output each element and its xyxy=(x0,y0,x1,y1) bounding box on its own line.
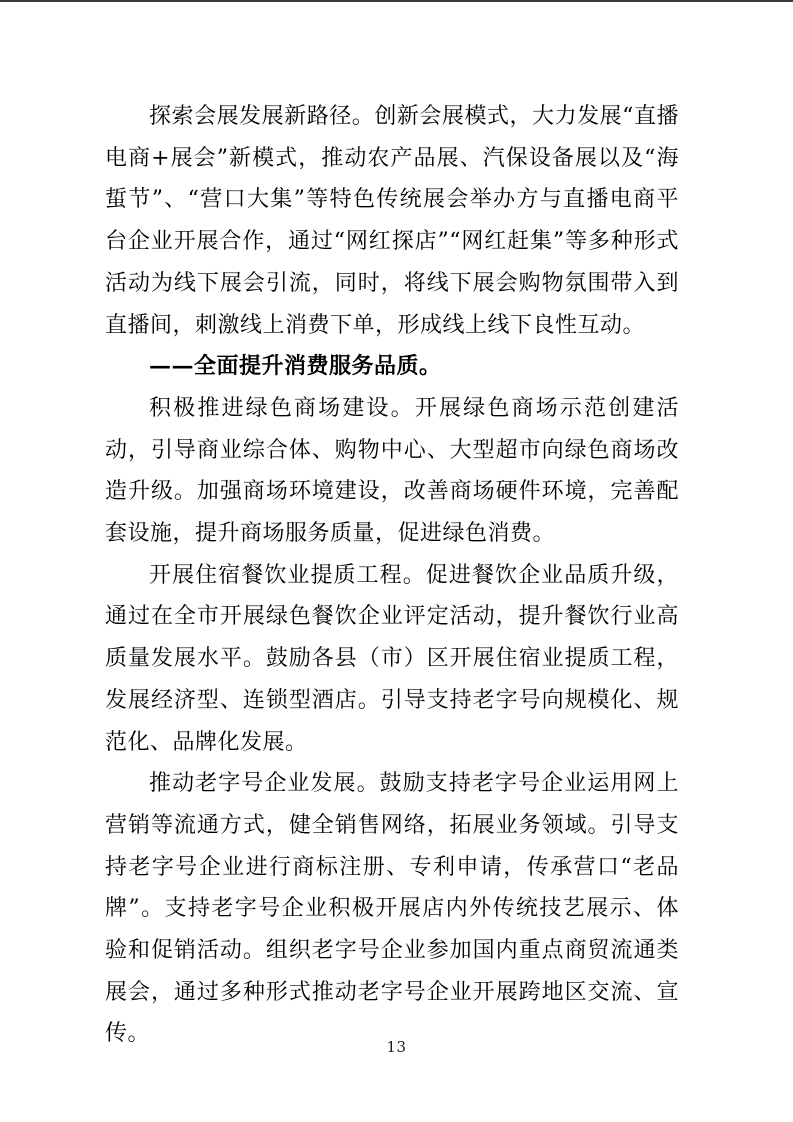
page-number: 13 xyxy=(386,1038,407,1056)
page-content xyxy=(105,96,679,1055)
paragraph-lodging-catering-upgrade: 开展住宿餐饮业提质工程。促进餐饮企业品质升级，通过在全市开展绿色餐饮企业评定活动，提升餐饮行业高质量发展水平。鼓励各县（市）区开展住宿业提质工程，发展经济型、连锁型酒店。引导支持老字号向规模化、规范化、品牌化发展。 xyxy=(105,562,679,755)
paragraph-time-honored-brands: 推动老字号企业发展。鼓励支持老字号企业运用网上营销等流通方式，健全销售网络，拓展业务领域。引导支持老字号企业进行商标注册、专利申请，传承营口“老品牌”。支持老字号企业积极开展店内外传统技艺展示、体验和促销活动。组织老字号企业参加国内重点商贸流通类展会，通过多种形式推动老字号企业开展跨地区交流、宣传。 xyxy=(105,771,679,1047)
section-heading-consumer-service-quality: ——全面提升消费服务品质。 xyxy=(149,353,442,380)
paragraph-exhibition-development: 探索会展发展新路径。创新会展模式，大力发展“直播电商+展会”新模式，推动农产品展、汽保设备展以及“海蜇节”、“营口大集”等特色传统展会举办方与直播电商平台企业开展合作，通过“网红探店”“网红赶集”等多种形式活动为线下展会引流，同时，将线下展会购物氛围带入到直播间，刺激线上消费下单，形成线上线下良性互动。 xyxy=(105,104,679,338)
top-scan-artifact-line xyxy=(0,0,793,2)
paragraph-green-mall-construction: 积极推进绿色商场建设。开展绿色商场示范创建活动，引导商业综合体、购物中心、大型超市向绿色商场改造升级。加强商场环境建设，改善商场硬件环境，完善配套设施，提升商场服务质量，促进绿色消费。 xyxy=(105,395,679,547)
